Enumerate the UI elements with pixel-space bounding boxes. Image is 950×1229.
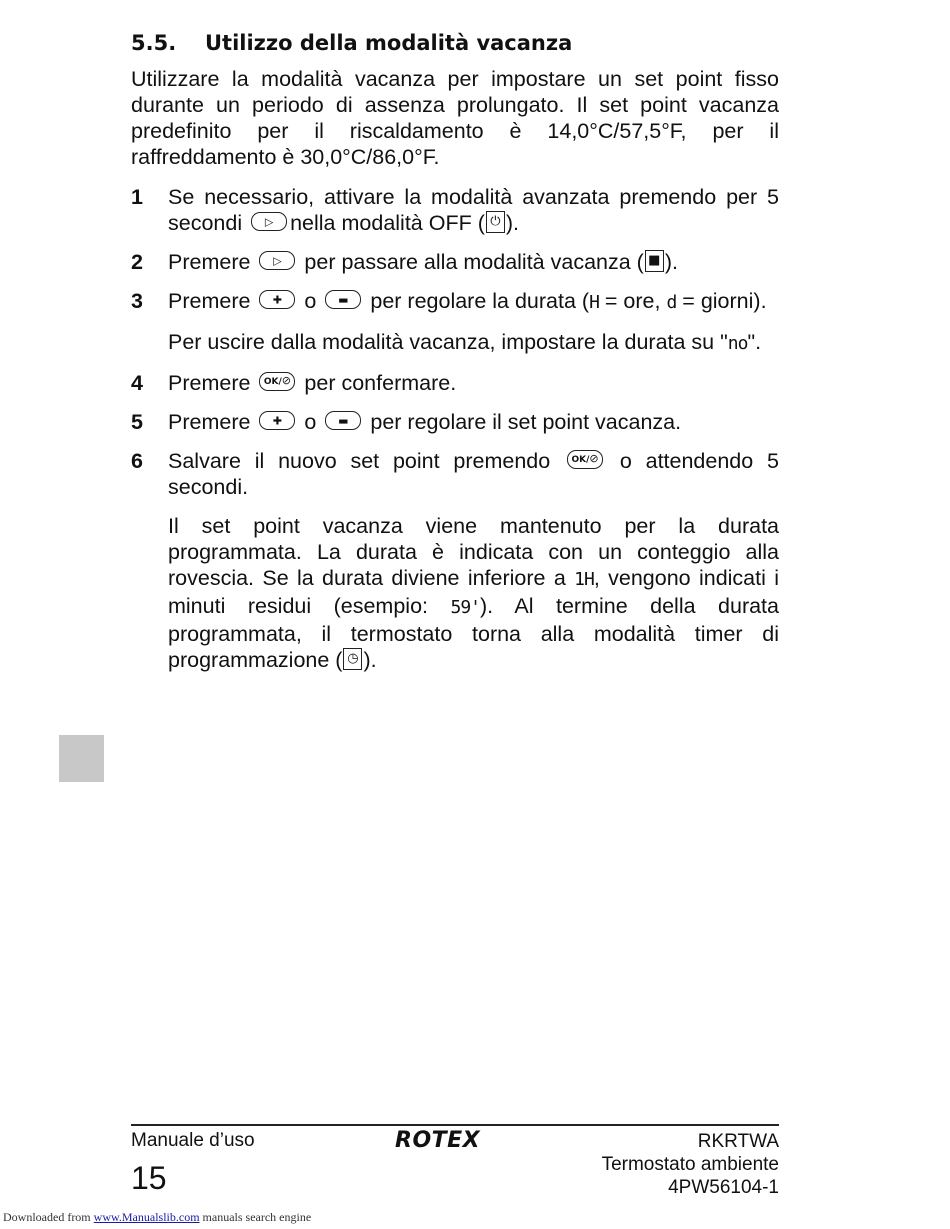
segment-59-symbol: 59' [450,597,480,618]
step-text: Premere [168,250,251,274]
minus-button-icon: ▬ [325,290,361,309]
step-number: 3 [131,289,143,313]
footer-product-info [602,1130,779,1199]
footer-manual-label: Manuale d’uso [131,1130,255,1151]
footer-divider [131,1124,779,1126]
section-heading [131,28,779,58]
step-text: ). [505,211,519,235]
step-number: 4 [131,371,143,395]
segment-hours-symbol: H [589,292,599,313]
ok-button-icon: OK/⊘ [567,450,603,469]
power-icon: ⏻ [486,211,505,233]
step-4 [131,370,779,396]
step-text: = ore, [604,289,661,313]
intro-paragraph: Utilizzare la modalità vacanza per impostare un set point fisso durante un periodo di assenza prolungato. Il set point vacanza predefinito per il riscaldamento è 14,0°C/57,5°F, per il raffreddamento è 30,0°C/86,0°F. [131,67,779,169]
plus-button-icon: ✚ [259,411,295,430]
step-5 [131,409,779,435]
step-text: ). [664,250,678,274]
segment-no-symbol: no [727,333,748,354]
step-note: Il set point vacanza viene mantenuto per la durata programmata. La durata è indicata con un conteggio alla rovescia. Se la durata diviene inferiore a [168,514,779,590]
segment-1h-symbol: 1H [574,569,594,590]
minus-button-icon: ▬ [325,411,361,430]
section-number: 5.5. [131,31,177,55]
download-suffix: manuals search engine [202,1210,312,1224]
manualslib-link[interactable]: www.Manualslib.com [93,1210,200,1224]
step-number: 2 [131,250,143,274]
step-text: = giorni). [682,289,767,313]
play-button-icon: ▷ [259,251,295,270]
suitcase-icon: ■ [645,250,664,272]
step-note: Per uscire dalla modalità vacanza, impostare la durata su " [168,330,728,354]
step-text: Se necessario, attivare la modalità avanzata premendo per 5 secondi [168,185,779,235]
step-note: ). [363,648,377,672]
step-text: Premere [168,371,251,395]
rotex-logo: ROTEX [395,1128,481,1153]
step-text: per regolare la durata ( [370,289,590,313]
footer-model: RKRTWA [697,1131,779,1152]
step-note: ". [747,330,762,354]
step-text: o [304,410,317,434]
step-text: per passare alla modalità vacanza ( [304,250,644,274]
clock-icon: ◷ [343,648,362,670]
step-1 [131,184,779,236]
step-text: Premere [168,410,251,434]
ok-button-icon: OK/⊘ [259,372,295,391]
plus-button-icon: ✚ [259,290,295,309]
step-text: per regolare il set point vacanza. [370,410,682,434]
section-title: Utilizzo della modalità vacanza [205,31,573,55]
step-6 [131,448,779,673]
chapter-tab-marker [59,735,104,782]
download-note [3,1210,311,1225]
step-text: Premere [168,289,251,313]
step-number: 6 [131,449,143,473]
step-text: o attendendo 5 secondi. [168,449,779,499]
step-3 [131,288,779,357]
step-text: Salvare il nuovo set point premendo [168,449,551,473]
step-note: ). Al termine della durata programmata, il termostato torna alla modalità timer di programmazione ( [168,594,779,672]
footer-doc-code: 4PW56104-1 [668,1177,779,1198]
step-2 [131,249,779,275]
step-note: , vengono indicati i minuti residui (esempio: [168,566,779,618]
step-number: 1 [131,185,143,209]
step-text: nella modalità OFF ( [290,211,485,235]
step-number: 5 [131,410,143,434]
segment-days-symbol: d [666,292,677,313]
manual-page [131,28,779,686]
page-number: 15 [131,1160,167,1196]
footer-product-name: Termostato ambiente [601,1154,779,1175]
play-button-icon: ▷ [251,212,287,231]
step-text: per confermare. [304,371,457,395]
step-text: o [304,289,317,313]
download-prefix: Downloaded from [3,1210,91,1224]
